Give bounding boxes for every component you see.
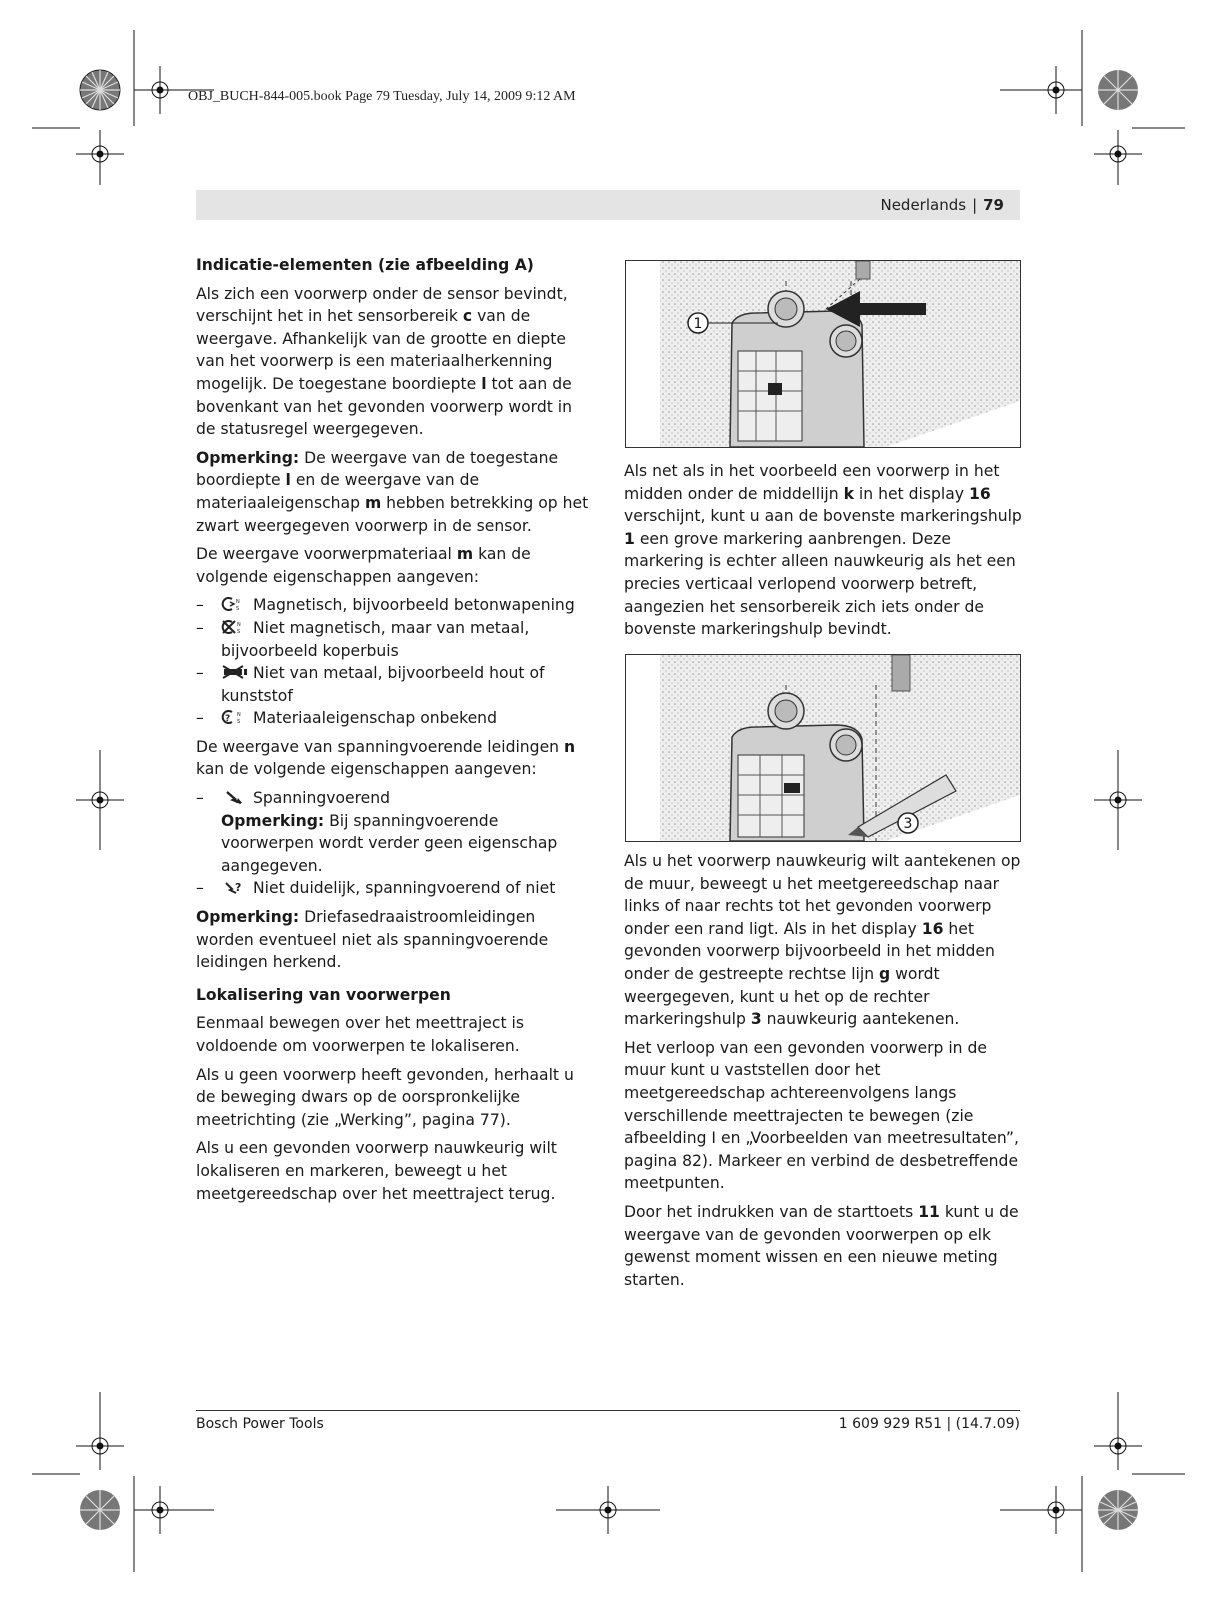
list-item: – Niet van metaal, bijvoorbeeld hout of kunststof (196, 662, 594, 707)
paragraph: Als zich een voorwerp onder de sensor bevindt, verschijnt het in het sensorbereik c van de weergave. Afhankelijk van de grootte en diepte van het voorwerp is een materiaalherkenning mogelijk. De toegestane boordiepte l tot aan de bovenkant van het gevonden voorwerp wordt in de statusregel weergegeven. (196, 284, 573, 439)
paragraph: Door het indrukken van de starttoets 11 kunt u de weergave van de gevonden voorwerpen op elk gewenst moment wissen en een nieuwe meting starten. (624, 1202, 1019, 1289)
callout-1: 1 (693, 316, 703, 332)
unclear-voltage-icon (221, 879, 249, 895)
print-meta: OBJ_BUCH-844-005.book Page 79 Tuesday, July 14, 2009 9:12 AM (188, 89, 576, 104)
paragraph: Als u geen voorwerp heeft gevonden, herhaalt u de beweging dwars op de oorspronkelijke meetrichting (zie „Werking”, pagina 77). (196, 1065, 574, 1129)
footer-rule (196, 1410, 1020, 1411)
svg-text:?: – ? (235, 881, 242, 895)
right-column-lower (624, 850, 1022, 1297)
paragraph: De weergave voorwerpmateriaal m kan de volgende eigenschappen aangeven: (196, 545, 531, 586)
svg-text:N: – N (237, 621, 241, 628)
section-heading-localization: Lokalisering van voorwerpen (196, 985, 451, 1004)
list-item: – N S Magnetisch, bijvoorbeeld betonwapening (196, 594, 594, 617)
svg-text:S: S (237, 628, 241, 635)
figure-side-marking (625, 654, 1021, 842)
left-column (196, 254, 594, 1211)
paragraph: Als net als in het voorbeeld een voorwerp in het midden onder de middellijn k in het display 16 verschijnt, kunt u aan de bovenste markeringshulp 1 een grove markering aanbrengen. Deze markering is echter alleen nauwkeurig als het een precies verticaal verlopend voorwerp betreft, aangezien het sensorbereik zich iets onder de bovenste markeringshulp bevindt. (624, 462, 1022, 639)
svg-text:N: – N (236, 599, 240, 606)
svg-text:N: N (237, 712, 241, 719)
material-list (196, 594, 594, 730)
non-metal-icon (221, 664, 249, 680)
paragraph: Als u het voorwerp nauwkeurig wilt aantekenen op de muur, beweegt u het meetgereedschap naar links of naar rechts tot het gevonden voorwerp onder een rand ligt. Als in het display 16 het gevonden voorwerp bijvoorbeeld in het midden onder de gestreepte rechtse lijn g wordt weergegeven, kunt u het op de rechter markeringshulp 3 nauwkeurig aantekenen. (624, 852, 1021, 1029)
header-text (880, 196, 1004, 214)
list-item: – Spanningvoerend Opmerking: Bij spanningvoerende voorwerpen wordt verder geen eigenschap aangegeven. (196, 787, 594, 877)
header-language: Nederlands (880, 196, 967, 214)
voltage-list (196, 787, 594, 900)
note-paragraph: Opmerking: Driefasedraaistroomleidingen worden eventueel niet als spanningvoerende leidingen herkend. (196, 908, 549, 972)
paragraph: Het verloop van een gevonden voorwerp in de muur kunt u vaststellen door het meetgereedschap achtereenvolgens langs verschillende meettrajecten te bewegen (zie afbeelding I en „Voorbeelden van meetresultaten”, pagina 82). Markeer en verbind de desbetreffende meetpunten. (624, 1038, 1019, 1193)
paragraph: De weergave van spanningvoerende leidingen n kan de volgende eigenschappen aangeven: (196, 737, 576, 779)
paragraph: Eenmaal bewegen over het meettraject is voldoende om voorwerpen te lokaliseren. (196, 1014, 524, 1055)
page-header (196, 190, 1020, 220)
non-magnetic-metal-icon (221, 619, 249, 635)
list-item: – ? Niet duidelijk, spanningvoerend of niet (196, 877, 594, 900)
list-item: – ? N S Materiaaleigenschap onbekend (196, 707, 594, 730)
footer-doc-number: 1 609 929 R51 | (14.7.09) (838, 1416, 1020, 1432)
section-heading-indicators: Indicatie-elementen (zie afbeelding A) (196, 256, 534, 274)
live-wire-icon (221, 789, 249, 805)
unknown-material-icon (221, 709, 249, 725)
svg-text:?: – ? (225, 714, 231, 725)
right-column-upper (624, 460, 1022, 647)
svg-text:S: S (237, 719, 241, 726)
page-number: 79 (983, 196, 1004, 214)
note-paragraph: Opmerking: De weergave van de toegestane boordiepte l en de weergave van de materiaaleigenschap m hebben betrekking op het zwart weergegeven voorwerp in de sensor. (196, 448, 589, 535)
callout-3: 3 (903, 816, 913, 832)
figure-top-marking (625, 260, 1021, 448)
header-separator: | (972, 196, 978, 214)
figure-illustration (626, 655, 1020, 841)
paragraph: Als u een gevonden voorwerp nauwkeurig wilt lokaliseren en markeren, beweegt u het meetgereedschap over het meettraject terug. (196, 1139, 557, 1203)
magnetic-icon (221, 596, 249, 612)
figure-illustration (626, 261, 1020, 447)
svg-text:S: S (236, 606, 240, 613)
list-item: – N S Niet magnetisch, maar van metaal, bijvoorbeeld koperbuis (196, 617, 594, 662)
footer-publisher: Bosch Power Tools (196, 1416, 324, 1432)
